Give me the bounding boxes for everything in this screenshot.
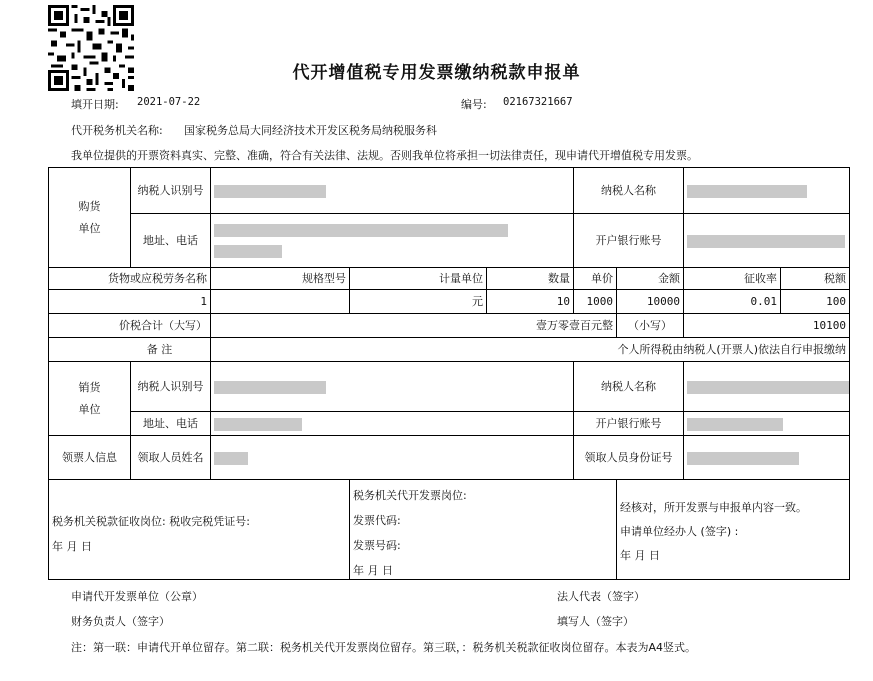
receiver-name-value [211, 436, 574, 480]
applicant-agent-signature: 申请单位经办人 (签字) : [620, 525, 739, 538]
seller-tax-id-value [211, 362, 574, 412]
footer-note: 注：第一联：申请代开单位留存。第二联：税务机关代开发票岗位留存。第三联，：税务机关税款征收岗位留存。本表为A4竖式。 [71, 641, 697, 654]
applicant-date: 年 月 日 [620, 549, 661, 562]
goods-tax: 100 [781, 290, 850, 314]
form-title: 代开增值税专用发票缴纳税款申报单 [292, 63, 581, 83]
form-number: 02167321667 [503, 96, 573, 108]
invoice-post-date: 年 月 日 [353, 564, 393, 577]
seller-name-label: 纳税人名称 [574, 362, 684, 412]
receiver-section-label: 领票人信息 [49, 436, 131, 480]
finance-head-label: 财务负责人（签字） [71, 615, 170, 628]
buyer-bank-value [684, 214, 850, 268]
applicant-check-cell [617, 480, 850, 580]
buyer-name-value [684, 168, 850, 214]
goods-header-unit: 计量单位 [350, 268, 487, 290]
tax-collection-post-label: 税务机关税款征收岗位: 税收完税凭证号: [52, 515, 250, 528]
applicant-seal-label: 申请代开发票单位（公章） [71, 590, 203, 603]
check-statement: 经核对，所开发票与申报单内容一致。 [620, 501, 808, 514]
buyer-address-label: 地址、电话 [131, 214, 211, 268]
receiver-name-label: 领取人员姓名 [131, 436, 211, 480]
total-lower: 10100 [684, 314, 850, 338]
seller-name-value [684, 362, 850, 412]
buyer-tax-id-value [211, 168, 574, 214]
total-lower-label: （小写） [617, 314, 684, 338]
fill-date-label: 填开日期: [71, 98, 119, 111]
receiver-id-value [684, 436, 850, 480]
goods-amount: 10000 [617, 290, 684, 314]
goods-header-name: 货物或应税劳务名称 [49, 268, 211, 290]
invoice-number-label: 发票号码: [353, 539, 401, 552]
tax-collection-post-cell [49, 480, 350, 580]
goods-spec [211, 290, 350, 314]
goods-header-amount: 金额 [617, 268, 684, 290]
tax-collection-post-date: 年 月 日 [52, 540, 92, 553]
invoice-code-label: 发票代码: [353, 514, 401, 527]
invoice-post-cell [350, 480, 617, 580]
declaration-text: 我单位提供的开票资料真实、完整、准确，符合有关法律、法规。否则我单位将承担一切法律责任，现申请代开增值税专用发票。 [71, 149, 698, 162]
filler-label: 填写人（签字） [557, 615, 634, 628]
total-label: 价税合计（大写） [49, 314, 211, 338]
goods-name: 1 [49, 290, 211, 314]
remark-text: 个人所得税由纳税人(开票人)依法自行申报缴纳 [211, 338, 850, 362]
total-upper: 壹万零壹百元整 [211, 314, 617, 338]
declaration-table [48, 167, 850, 580]
buyer-name-label: 纳税人名称 [574, 168, 684, 214]
goods-header-price: 单价 [574, 268, 617, 290]
seller-address-label: 地址、电话 [131, 412, 211, 436]
goods-qty: 10 [487, 290, 574, 314]
goods-unit: 元 [350, 290, 487, 314]
buyer-section-label: 购货单位 [49, 168, 131, 268]
goods-header-qty: 数量 [487, 268, 574, 290]
goods-header-spec: 规格型号 [211, 268, 350, 290]
receiver-id-label: 领取人员身份证号 [574, 436, 684, 480]
tax-office-name: 国家税务总局大同经济技术开发区税务局纳税服务科 [184, 124, 437, 137]
goods-rate: 0.01 [684, 290, 781, 314]
buyer-address-value [211, 214, 574, 268]
seller-tax-id-label: 纳税人识别号 [131, 362, 211, 412]
legal-rep-label: 法人代表（签字） [557, 590, 645, 603]
goods-header-tax: 税额 [781, 268, 850, 290]
invoice-post-label: 税务机关代开发票岗位: [353, 489, 467, 502]
buyer-bank-label: 开户银行账号 [574, 214, 684, 268]
seller-section-label: 销货单位 [49, 362, 131, 436]
seller-bank-label: 开户银行账号 [574, 412, 684, 436]
tax-office-label: 代开税务机关名称: [71, 124, 163, 137]
seller-bank-value [684, 412, 850, 436]
seller-address-value [211, 412, 574, 436]
goods-price: 1000 [574, 290, 617, 314]
number-label: 编号: [461, 98, 487, 111]
buyer-tax-id-label: 纳税人识别号 [131, 168, 211, 214]
remark-label: 备 注 [49, 338, 211, 362]
goods-header-rate: 征收率 [684, 268, 781, 290]
fill-date: 2021-07-22 [137, 96, 201, 108]
